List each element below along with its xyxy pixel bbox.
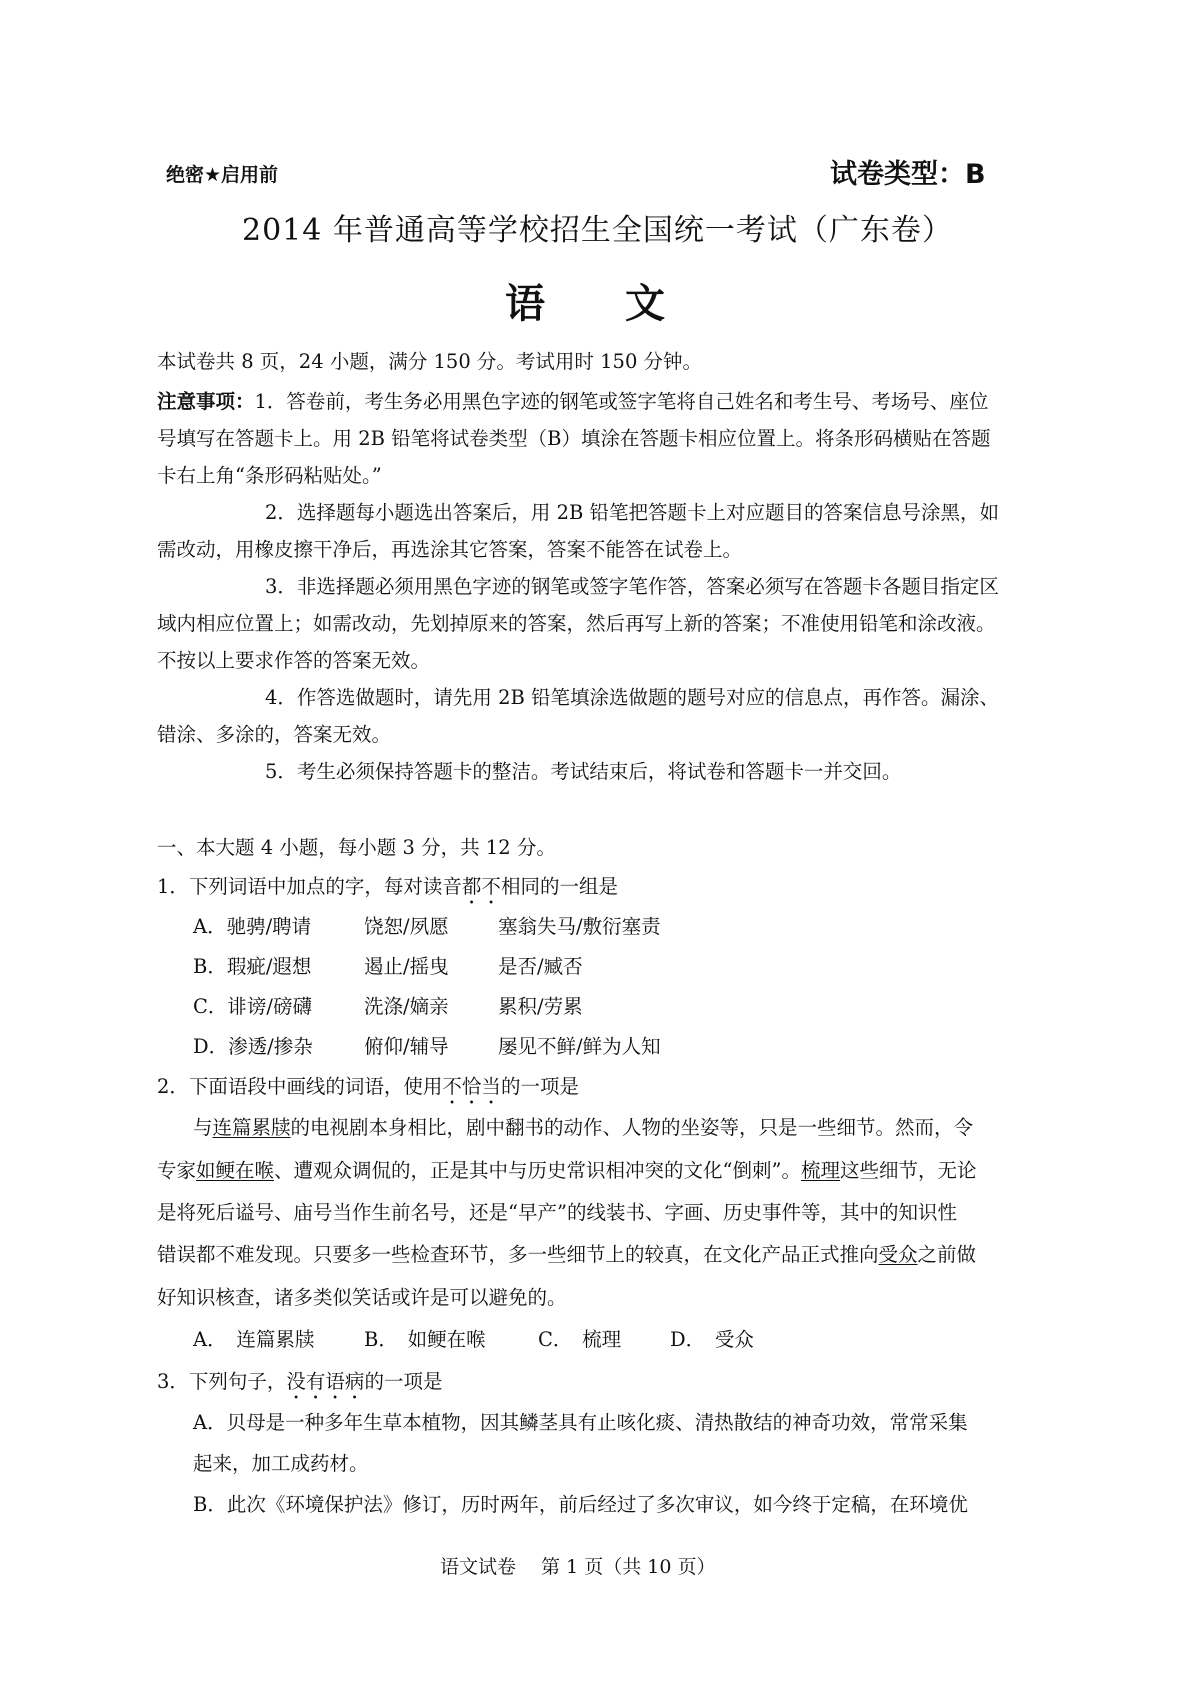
underlined-term: 连篇累牍: [212, 1116, 291, 1139]
q2-passage-line5: 好知识核查，诸多类似笑话或许是可以避免的。: [157, 1286, 567, 1309]
q3-option-a-line2: 起来，加工成药材。: [193, 1452, 369, 1475]
exam-intro: 本试卷共 8 页，24 小题，满分 150 分。考试用时 150 分钟。: [157, 350, 703, 373]
q1-option-a: A．驰骋/聘请 饶恕/夙愿 塞翁失马/敷衍塞责: [193, 915, 661, 938]
q2-passage-line3: 是将死后谥号、庙号当作生前名号，还是“早产”的线装书、字画、历史事件等，其中的知识性: [157, 1201, 957, 1224]
underlined-term: 受众: [878, 1243, 918, 1266]
q3-option-b-line1: B．此次《环境保护法》修订，历时两年，前后经过了多次审议，如今终于定稿，在环境优: [193, 1493, 968, 1516]
question-1-stem: 1．下列词语中加点的字，每对读音都不相同的一组是: [157, 875, 618, 898]
q2-passage-line2: 专家如鲠在喉、遭观众调侃的，正是其中与历史常识相冲突的文化“倒刺”。梳理这些细节，无论: [157, 1159, 977, 1182]
emphasis-text: 没有语病: [286, 1370, 365, 1393]
q1-option-b: B．瑕疵/遐想 遏止/摇曳 是否/臧否: [193, 955, 583, 978]
notice-item5: 5．考生必须保持答题卡的整洁。考试结束后，将试卷和答题卡一并交回。: [265, 760, 902, 783]
underlined-term: 梳理: [800, 1159, 840, 1182]
q3-option-a-line1: A．贝母是一种多年生草本植物，因其鳞茎具有止咳化痰、清热散结的神奇功效，常常采集: [193, 1411, 968, 1434]
exam-title: 2014 年普通高等学校招生全国统一考试（广东卷）: [242, 213, 953, 248]
notice-item1-line1: 注意事项：1．答卷前，考生务必用黑色字迹的钢笔或签字笔将自己姓名和考生号、考场号、座位: [157, 390, 989, 413]
notice-item3-line3: 不按以上要求作答的答案无效。: [157, 649, 431, 672]
notice-item3-line1: 3．非选择题必须用黑色字迹的钢笔或签字笔作答，答案必须写在答题卡各题目指定区: [265, 575, 999, 598]
paper-type-label: 试卷类型：B: [830, 159, 986, 190]
subject-title: 语 文: [505, 281, 665, 327]
page-footer: 语文试卷 第 1 页（共 10 页）: [440, 1556, 716, 1578]
q2-passage-line4: 错误都不难发现。只要多一些检查环节，多一些细节上的较真，在文化产品正式推向受众之前做: [157, 1243, 977, 1266]
notice-item4-line2: 错涂、多涂的，答案无效。: [157, 723, 392, 746]
q2-passage-line1: 与连篇累牍的电视剧本身相比，剧中翻书的动作、人物的坐姿等，只是一些细节。然而，令: [193, 1116, 974, 1139]
notice-item4-line1: 4．作答选做题时，请先用 2B 铅笔填涂选做题的题号对应的信息点，再作答。漏涂、: [265, 686, 1000, 709]
section-heading: 一、本大题 4 小题，每小题 3 分，共 12 分。: [157, 836, 556, 859]
question-2-stem: 2．下面语段中画线的词语，使用不恰当的一项是: [157, 1075, 579, 1098]
q1-option-d: D．渗透/掺杂 俯仰/辅导 屡见不鲜/鲜为人知: [193, 1035, 661, 1058]
q2-options: A． 连篇累牍 B． 如鲠在喉 C． 梳理 D． 受众: [193, 1328, 754, 1351]
notice-item1-line2: 号填写在答题卡上。用 2B 铅笔将试卷类型（B）填涂在答题卡相应位置上。将条形码横贴在答题: [157, 427, 991, 450]
emphasis-text: 不恰当: [442, 1075, 501, 1098]
emphasis-text: 都不: [461, 875, 501, 898]
notice-item1-line3: 卡右上角“条形码粘贴处。”: [157, 464, 382, 487]
underlined-term: 如鲠在喉: [196, 1159, 275, 1182]
notice-item2-line1: 2．选择题每小题选出答案后，用 2B 铅笔把答题卡上对应题目的答案信息号涂黑，如: [265, 501, 1000, 524]
notice-item2-line2: 需改动，用橡皮擦干净后，再选涂其它答案，答案不能答在试卷上。: [157, 538, 743, 561]
confidential-label: 绝密★启用前: [166, 164, 279, 186]
q1-option-c: C．诽谤/磅礴 洗涤/嫡亲 累积/劳累: [193, 995, 583, 1018]
question-3-stem: 3．下列句子，没有语病的一项是: [157, 1370, 443, 1393]
notice-label: 注意事项：: [157, 390, 255, 413]
notice-item3-line2: 域内相应位置上；如需改动，先划掉原来的答案，然后再写上新的答案；不准使用铅笔和涂改液。: [157, 612, 996, 635]
